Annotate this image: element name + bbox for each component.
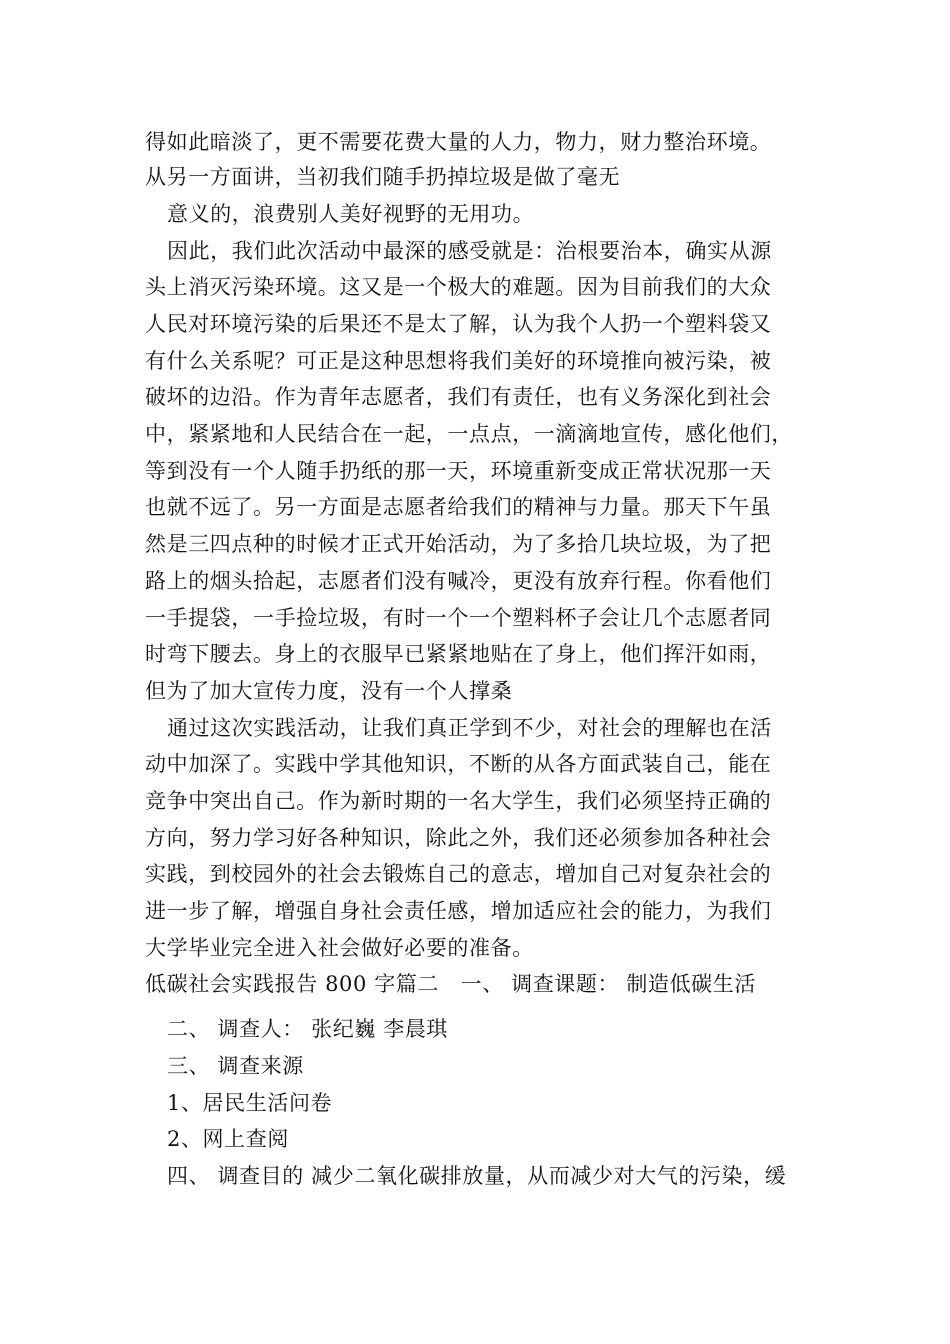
text-line: 实践，到校园外的社会去锻炼自己的意志，增加自己对复杂社会的	[145, 862, 772, 886]
list-item: 四、 调查目的 减少二氧化碳排放量，从而减少对大气的污染，缓	[167, 1164, 787, 1188]
text-line: 一手提袋，一手捡垃圾，有时一个一个塑料杯子会让几个志愿者同	[145, 606, 772, 630]
text-line: 得如此暗淡了，更不需要花费大量的人力，物力，财力整治环境。	[145, 130, 772, 154]
list-item: 二、 调查人： 张纪巍 李晨琪	[167, 1017, 449, 1041]
text-line: 大学毕业完全进入社会做好必要的准备。	[145, 936, 534, 960]
list-item: 2、网上查阅	[167, 1127, 289, 1151]
text-line: 动中加深了。实践中学其他知识，不断的从各方面武装自己，能在	[145, 752, 772, 776]
text-line: 方向，努力学习好各种知识，除此之外，我们还必须参加各种社会	[145, 826, 772, 850]
text-line: 中，紧紧地和人民结合在一起，一点点，一滴滴地宣传，感化他们，	[145, 422, 793, 446]
text-line: 路上的烟头拾起，志愿者们没有喊冷，更没有放弃行程。你看他们	[145, 569, 772, 593]
text-line: 时弯下腰去。身上的衣服早已紧紧地贴在了身上，他们挥汗如雨，	[145, 642, 772, 666]
text-line: 竞争中突出自己。作为新时期的一名大学生，我们必须坚持正确的	[145, 789, 772, 813]
text-line: 人民对环境污染的后果还不是太了解，认为我个人扔一个塑料袋又	[145, 312, 772, 336]
text-line: 有什么关系呢？可正是这种思想将我们美好的环境推向被污染，被	[145, 349, 772, 373]
text-line: 但为了加大宣传力度，没有一个人撑桑	[145, 679, 513, 703]
text-line: 因此，我们此次活动中最深的感受就是：治根要治本，确实从源	[167, 239, 772, 263]
text-line: 进一步了解，增强自身社会责任感，增加适应社会的能力，为我们	[145, 899, 772, 923]
text-line: 破坏的边沿。作为青年志愿者，我们有责任，也有义务深化到社会	[145, 385, 772, 409]
text-line: 通过这次实践活动，让我们真正学到不少，对社会的理解也在活	[167, 716, 772, 740]
text-line: 也就不远了。另一方面是志愿者给我们的精神与力量。那天下午虽	[145, 495, 772, 519]
section-heading: 低碳社会实践报告 800 字篇二 一、 调查课题： 制造低碳生活	[145, 972, 756, 996]
text-line: 意义的，浪费别人美好视野的无用功。	[167, 202, 535, 226]
text-line: 头上消灭污染环境。这又是一个极大的难题。因为目前我们的大众	[145, 275, 772, 299]
text-line: 然是三四点种的时候才正式开始活动，为了多拾几块垃圾，为了把	[145, 532, 772, 556]
list-item: 三、 调查来源	[167, 1054, 304, 1078]
list-item: 1、居民生活问卷	[167, 1091, 333, 1115]
text-line: 从另一方面讲，当初我们随手扔掉垃圾是做了毫无	[145, 165, 621, 189]
text-line: 等到没有一个人随手扔纸的那一天，环境重新变成正常状况那一天	[145, 459, 772, 483]
